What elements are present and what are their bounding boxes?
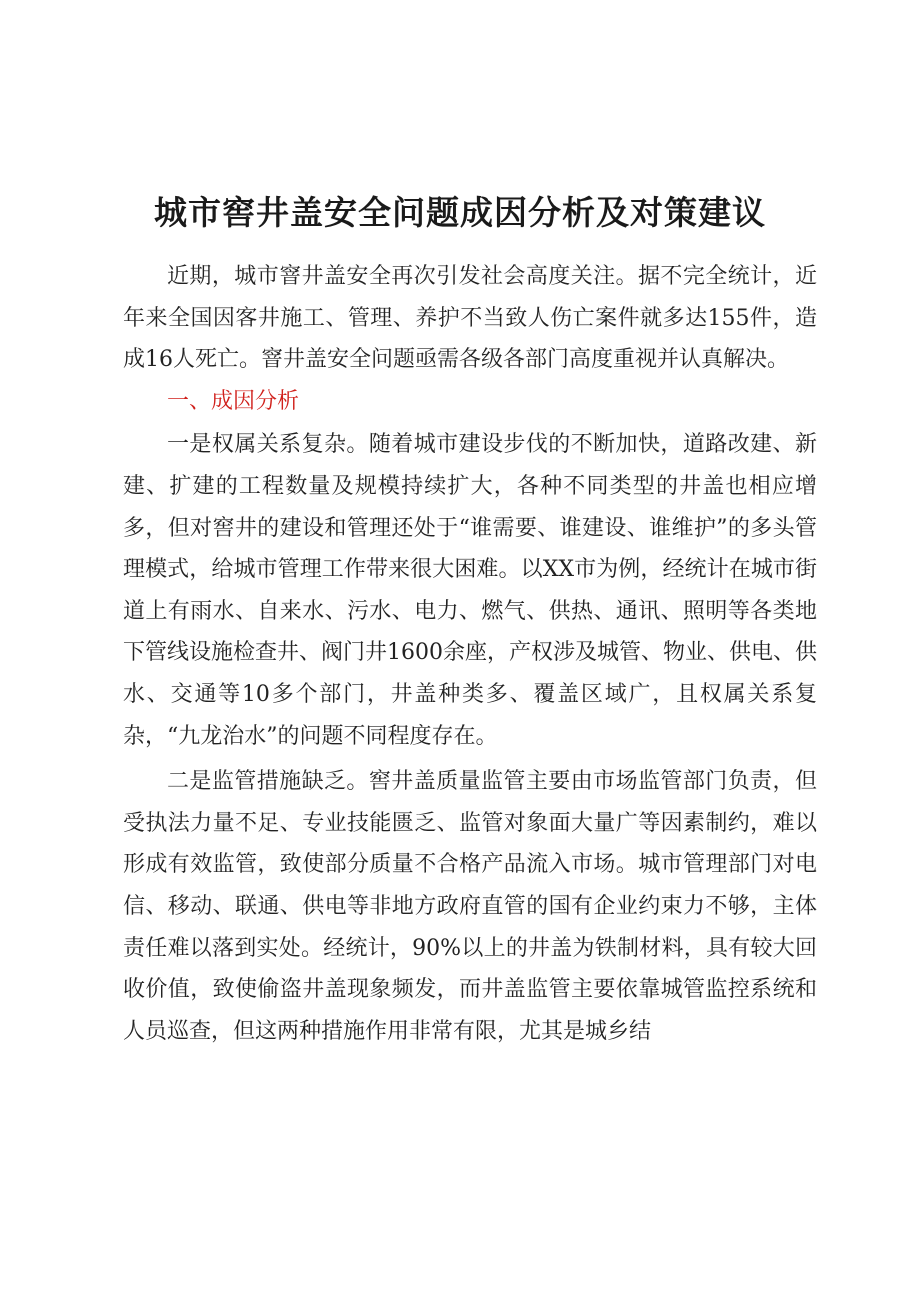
document-body	[123, 256, 817, 1052]
document-title: 城市窖井盖安全问题成因分析及对策建议	[154, 193, 766, 232]
paragraph-ownership: 一是权属关系复杂。随着城市建设步伐的不断加快，道路改建、新建、扩建的工程数量及规模持续扩大，各种不同类型的井盖也相应增多，但对窖井的建设和管理还处于“谁需要、谁建设、谁维护”的多头管理模式，给城市管理工作带来很大困难。以XX市为例，经统计在城市街道上有雨水、自来水、污水、电力、燃气、供热、通讯、照明等各类地下管线设施检查井、阀门井1600余座，产权涉及城管、物业、供电、供水、交通等10多个部门，井盖种类多、覆盖区域广，且权属关系复杂，“九龙治水”的问题不同程度存在。	[123, 432, 817, 749]
section-heading-causes: 一、成因分析	[167, 388, 300, 414]
paragraph-supervision: 二是监管措施缺乏。窖井盖质量监管主要由市场监管部门负责，但受执法力量不足、专业技能匮乏、监管对象面大量广等因素制约，难以形成有效监管，致使部分质量不合格产品流入市场。城市管理部门对电信、移动、联通、供电等非地方政府直管的国有企业约束力不够，主体责任难以落到实处。经统计，90%以上的井盖为铁制材料，具有较大回收价值，致使偷盗井盖现象频发，而井盖监管主要依靠城管监控系统和人员巡查，但这两种措施作用非常有限，尤其是城乡结	[123, 769, 817, 1044]
intro-paragraph: 近期，城市窨井盖安全再次引发社会高度关注。据不完全统计，近年来全国因客井施工、管理、养护不当致人伤亡案件就多达155件，造成16人死亡。窨井盖安全问题亟需各级各部门高度重视并认真解决。	[123, 264, 817, 373]
